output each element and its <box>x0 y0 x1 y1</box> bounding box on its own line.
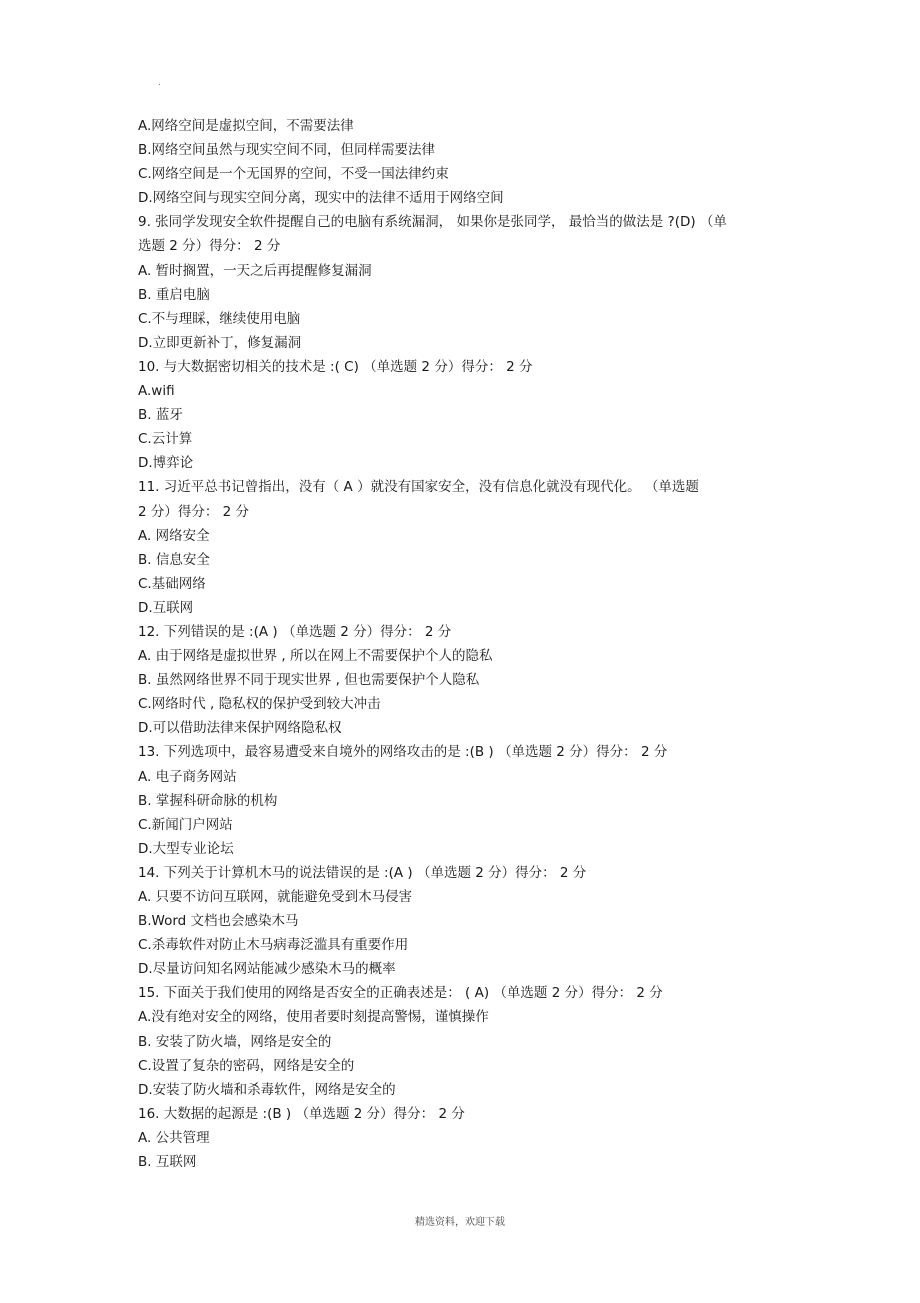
answer-option: C.不与理睬，继续使用电脑 <box>138 310 301 327</box>
question-text: 10. 与大数据密切相关的技术是 :( C) （单选题 2 分）得分： 2 分 <box>138 358 533 375</box>
answer-option: B. 重启电脑 <box>138 286 210 303</box>
answer-option: B. 互联网 <box>138 1154 197 1171</box>
answer-option: B. 蓝牙 <box>138 407 183 424</box>
answer-option: C.网络空间是一个无国界的空间，不受一国法律约束 <box>138 166 449 183</box>
question-text: 15. 下面关于我们使用的网络是否安全的正确表述是： ( A) （单选题 2 分）得分： 2 分 <box>138 985 663 1002</box>
answer-option: A. 暂时搁置，一天之后再提醒修复漏洞 <box>138 262 372 279</box>
answer-option: C.基础网络 <box>138 575 206 592</box>
answer-option: C.新闻门户网站 <box>138 816 233 833</box>
answer-option: A. 公共管理 <box>138 1129 210 1146</box>
answer-option: D.尽量访问知名网站能减少感染木马的概率 <box>138 961 396 978</box>
answer-option: D.博弈论 <box>138 455 194 472</box>
answer-option: B. 信息安全 <box>138 551 210 568</box>
answer-option: A.网络空间是虚拟空间，不需要法律 <box>138 118 354 134</box>
header-mark: . <box>158 78 161 88</box>
answer-option: C.杀毒软件对防止木马病毒泛滥具有重要作用 <box>138 937 409 954</box>
answer-option: A. 由于网络是虚拟世界 , 所以在网上不需要保护个人的隐私 <box>138 648 493 665</box>
question-text: 16. 大数据的起源是 :(B ) （单选题 2 分）得分： 2 分 <box>138 1105 465 1122</box>
question-list <box>138 114 788 1174</box>
question-text: 9. 张同学发现安全软件提醒自己的电脑有系统漏洞， 如果你是张同学， 最恰当的做法是 ?(D) （单 <box>138 214 727 231</box>
answer-option: B.Word 文档也会感染木马 <box>138 913 299 930</box>
answer-option: D.网络空间与现实空间分离，现实中的法律不适用于网络空间 <box>138 190 504 207</box>
answer-option: C.设置了复杂的密码，网络是安全的 <box>138 1057 355 1074</box>
answer-option: D.互联网 <box>138 599 194 616</box>
answer-option: A. 只要不访问互联网，就能避免受到木马侵害 <box>138 889 413 905</box>
answer-option: C.云计算 <box>138 431 193 448</box>
answer-option: D.大型专业论坛 <box>138 840 234 857</box>
answer-option: B.网络空间虽然与现实空间不同，但同样需要法律 <box>138 142 436 159</box>
answer-option: D.立即更新补丁，修复漏洞 <box>138 334 302 351</box>
answer-option: A.wifi <box>138 383 175 400</box>
question-text: 2 分）得分： 2 分 <box>138 503 250 520</box>
answer-option: D.安装了防火墙和杀毒软件，网络是安全的 <box>138 1081 396 1098</box>
question-text: 14. 下列关于计算机木马的说法错误的是 :(A ) （单选题 2 分）得分： 2 分 <box>138 864 587 881</box>
answer-option: D.可以借助法律来保护网络隐私权 <box>138 720 342 737</box>
question-text: 13. 下列选项中，最容易遭受来自境外的网络攻击的是 :(B ) （单选题 2 分）得分： 2 分 <box>138 744 668 761</box>
answer-option: A. 网络安全 <box>138 527 210 544</box>
question-text: 12. 下列错误的是 :(A ) （单选题 2 分）得分： 2 分 <box>138 623 452 640</box>
question-text: 选题 2 分）得分： 2 分 <box>138 238 281 255</box>
answer-option: C.网络时代 , 隐私权的保护受到较大冲击 <box>138 696 381 713</box>
answer-option: A.没有绝对安全的网络，使用者要时刻提高警惕，谨慎操作 <box>138 1009 489 1026</box>
page-footer: 精选资料，欢迎下载 <box>415 1217 505 1228</box>
answer-option: B. 掌握科研命脉的机构 <box>138 792 278 809</box>
answer-option: A. 电子商务网站 <box>138 768 237 785</box>
question-text: 11. 习近平总书记曾指出，没有（ A ）就没有国家安全，没有信息化就没有现代化。 （单选题 <box>138 479 699 496</box>
answer-option: B. 安装了防火墙，网络是安全的 <box>138 1033 332 1050</box>
answer-option: B. 虽然网络世界不同于现实世界 , 但也需要保护个人隐私 <box>138 672 480 689</box>
